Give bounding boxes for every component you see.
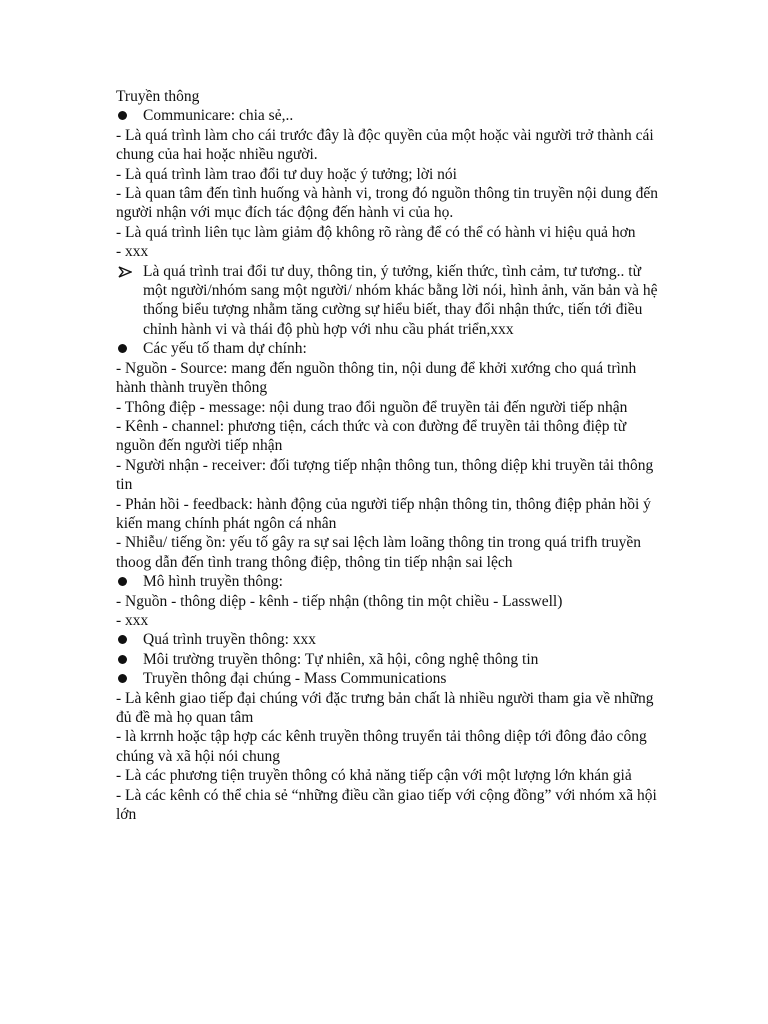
bullet-dot-icon	[118, 572, 138, 591]
text-line: - Là các kênh có thể chia sẻ “những điều cần giao tiếp với cộng đồng” với nhóm xã hội lớn	[116, 786, 657, 824]
bullet-dot-icon	[118, 650, 138, 669]
bullet-text: Quá trình truyền thông: xxx	[143, 631, 317, 649]
text-line: - xxx	[116, 243, 149, 261]
bullet-dot-icon	[118, 630, 138, 649]
bullet-item	[116, 339, 664, 358]
text-line: - Nhiễu/ tiếng ồn: yếu tố gây ra sự sai lệch làm loãng thông tin trong quá trifh truyền thoog dẫn đến tình trang thông điệp, thông tin tiếp nhận sai lệch	[116, 534, 641, 571]
text-line: - Người nhận - receiver: đối tượng tiếp nhận thông tun, thông diệp khi truyền tải thông tin	[116, 456, 654, 494]
text-line: - Là các phương tiện truyền thông có khả năng tiếp cận với một lượng lớn khán giả	[116, 767, 632, 785]
heading-line: Truyền thông	[116, 88, 200, 105]
bullet-text: Là quá trình trai đổi tư duy, thông tin, ý tưởng, kiến thức, tình cảm, tư tương.. từ một người/nhóm sang một người/ nhóm khác bằng lời nói, hình ảnh, văn bản và hệ thống biểu tượng nhằm tăng cường sự hiểu biết, thay đổi nhận thức, tiến tới điều chỉnh hành vi và thái độ phù hợp với nhu cầu phát triển,xxx	[143, 262, 658, 338]
arrow-bullet-item	[116, 262, 664, 340]
bullet-item	[116, 630, 664, 649]
text-line: - Kênh - channel: phương tiện, cách thức và con đường để truyền tải thông điệp từ nguồn đến người tiếp nhận	[116, 417, 627, 455]
bullet-item	[116, 669, 664, 688]
text-line: - Thông điệp - message: nội dung trao đổi nguồn để truyền tải đến người tiếp nhận	[116, 398, 628, 416]
bullet-item	[116, 106, 664, 125]
text-line: - Là quá trình làm trao đổi tư duy hoặc ý tưởng; lời nói	[116, 165, 457, 183]
text-line: - xxx	[116, 611, 149, 629]
bullet-text: Môi trường truyền thông: Tự nhiên, xã hội, công nghệ thông tin	[143, 650, 539, 668]
text-line: - Phản hồi - feedback: hành động của người tiếp nhận thông tin, thông điệp phản hồi ý kiến mang chính phát ngôn cá nhân	[116, 495, 651, 532]
bullet-text: Mô hình truyền thông:	[143, 573, 283, 591]
bullet-dot-icon	[118, 669, 138, 688]
text-line: - Là quá trình liên tục làm giảm độ không rõ ràng để có thể có hành vi hiệu quả hơn	[116, 223, 636, 241]
bullet-item	[116, 572, 664, 591]
text-line: - là krrnh hoặc tập hợp các kênh truyền thông truyển tải thông diệp tới đông đảo công chúng và xã hội nói chung	[116, 728, 647, 765]
text-line: - Nguồn - thông diệp - kênh - tiếp nhận (thông tin một chiều - Lasswell)	[116, 592, 563, 610]
bullet-dot-icon	[118, 106, 138, 125]
bullet-text: Truyền thông đại chúng - Mass Communications	[143, 670, 447, 688]
text-line: - Là quá trình làm cho cái trước đây là độc quyền của một hoặc vài người trở thành cái chung của hai hoặc nhiều người.	[116, 126, 654, 164]
bullet-dot-icon	[118, 339, 138, 358]
arrow-bullet-icon	[118, 262, 138, 278]
bullet-item	[116, 650, 664, 669]
bullet-text: Các yếu tố tham dự chính:	[143, 340, 307, 358]
text-line: - Là quan tâm đến tình huống và hành vi, trong đó nguồn thông tin truyền nội dung đến người nhận với mục đích tác động đến hành vi của họ.	[116, 185, 658, 222]
text-line: - Là kênh giao tiếp đại chúng với đặc trưng bản chất là nhiều người tham gia về những đủ đề mà họ quan tâm	[116, 689, 654, 726]
document-page	[116, 87, 664, 824]
bullet-text: Communicare: chia sẻ,..	[143, 107, 294, 125]
text-line: - Nguồn - Source: mang đến nguồn thông tin, nội dung để khởi xướng cho quá trình hành thành truyền thông	[116, 359, 637, 397]
